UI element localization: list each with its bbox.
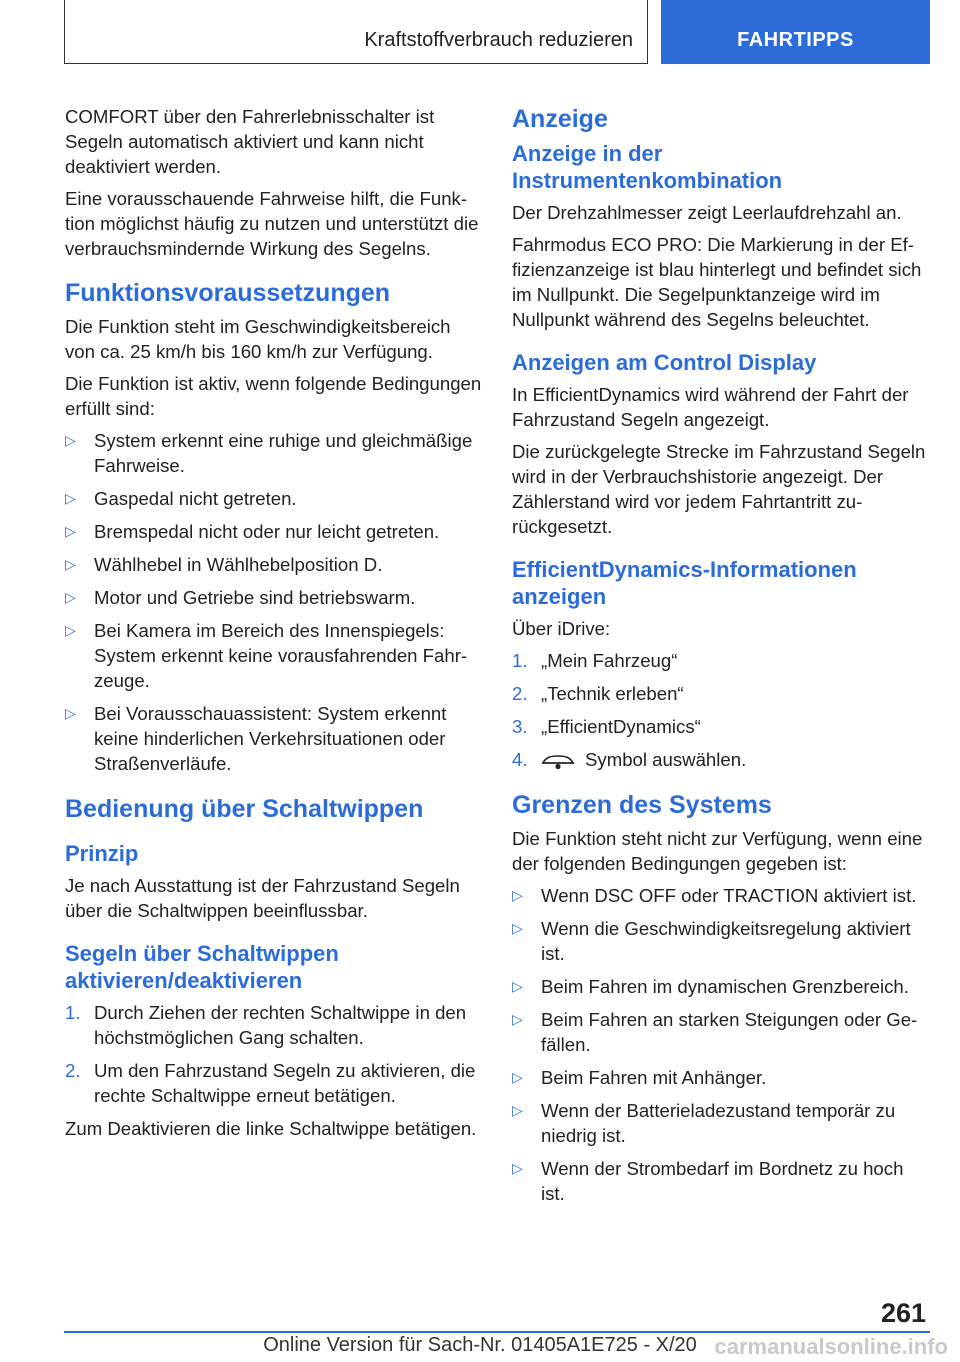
bullet-triangle-icon: ▷ (65, 432, 76, 448)
list-item: ▷ Bremspedal nicht oder nur leicht getreten. (65, 521, 440, 542)
bullet-triangle-icon: ▷ (512, 1069, 523, 1085)
bullet-triangle-icon: ▷ (512, 1102, 523, 1118)
list-item: 1. Durch Ziehen der rechten Schaltwippe in den höchstmöglichen Gang schalten. (65, 1002, 467, 1048)
chapter-title: FAHRTIPPS (737, 29, 854, 51)
heading-segeln-schaltwippen: Segeln über Schaltwippen aktivieren/deaktivieren (65, 941, 339, 993)
grenzen-paragraph: Die Funktion steht nicht zur Verfügung, wenn eine der folgenden Bedingungen gegeben ist: (512, 828, 923, 874)
list-item: 1. „Mein Fahrzeug“ (512, 650, 678, 671)
heading-instrumentenkombination: Anzeige in der Instrumentenkombination (512, 141, 783, 193)
heading-control-display: Anzeigen am Control Display (512, 350, 817, 375)
heading-anzeige: Anzeige (512, 105, 608, 133)
list-item: ▷ Wenn DSC OFF oder TRACTION aktiviert ist. (512, 885, 917, 906)
watermark: carmanualsonline.info (714, 1334, 948, 1359)
list-item: 4. Symbol auswählen. (512, 749, 747, 770)
bullet-triangle-icon: ▷ (512, 920, 523, 936)
cd-paragraph-1: In EfficientDynamics wird während der Fahrt der Fahrzustand Segeln angezeigt. (512, 384, 909, 430)
ed-steps (512, 648, 930, 772)
heading-grenzen: Grenzen des Systems (512, 791, 772, 819)
bullet-triangle-icon: ▷ (512, 978, 523, 994)
conditions-list (65, 428, 483, 776)
heading-prinzip: Prinzip (65, 841, 139, 866)
heading-efficientdynamics: EfficientDynamics-Informationen anzeigen (512, 557, 857, 609)
page-number: 261 (880, 1298, 926, 1328)
footer-version: Online Version für Sach-Nr. 01405A1E725 - X/20 (263, 1334, 697, 1356)
intro-paragraph-2: Eine vorausschauende Fahrweise hilft, die Funktion möglichst häufig zu nutzen und unterstützt die verbrauchsmindernde Wirkung des Segelns. (65, 188, 479, 259)
section-tab (64, 0, 648, 64)
list-item: 3. „EfficientDynamics“ (512, 716, 701, 737)
list-item: 2. „Technik erleben“ (512, 683, 684, 704)
footer-divider (64, 1331, 930, 1333)
prinzip-paragraph: Je nach Ausstattung ist der Fahrzustand Segeln über die Schaltwippen beeinflussbar. (65, 875, 460, 921)
func-paragraph-2: Die Funktion ist aktiv, wenn folgende Bedingungen erfüllt sind: (65, 373, 482, 419)
bullet-triangle-icon: ▷ (65, 622, 76, 638)
list-item: 2. Um den Fahrzustand Segeln zu aktivieren, die rechte Schaltwippe erneut betätigen. (65, 1060, 476, 1106)
list-item: ▷ Wenn der Strombedarf im Bordnetz zu hoch ist. (512, 1158, 904, 1204)
func-paragraph-1: Die Funktion steht im Geschwindigkeitsbereich von ca. 25 km/h bis 160 km/h zur Verfügung. (65, 316, 451, 362)
bullet-triangle-icon: ▷ (65, 490, 76, 506)
list-item: ▷ Wenn die Geschwindigkeitsregelung aktiviert ist. (512, 918, 911, 964)
right-column (512, 104, 930, 1214)
section-title: Kraftstoffverbrauch reduzieren (364, 29, 633, 51)
heading-funktionsvoraussetzungen: Funktionsvoraussetzungen (65, 279, 391, 307)
list-item: ▷ Bei Vorausschauassistent: System erkennt keine hinderlichen Verkehrsituationen oder Straßenverläufe. (65, 703, 447, 774)
list-item: ▷ Beim Fahren an starken Steigungen oder Gefällen. (512, 1009, 918, 1055)
ed-paragraph: Über iDrive: (512, 618, 611, 639)
chapter-tab (661, 0, 930, 64)
heading-bedienung: Bedienung über Schaltwippen (65, 795, 424, 823)
list-item: ▷ Beim Fahren mit Anhänger. (512, 1067, 767, 1088)
page-header (64, 0, 930, 66)
bullet-triangle-icon: ▷ (512, 1011, 523, 1027)
instr-paragraph-2: Fahrmodus ECO PRO: Die Markierung in der Effizienzanzeige ist blau hinterlegt und befindet sich im Nullpunkt. Die Segelpunktanzeige wird im Nullpunkt während des Segelns beleuchtet. (512, 234, 922, 330)
bullet-triangle-icon: ▷ (65, 705, 76, 721)
segeln-steps (65, 1000, 483, 1108)
bullet-triangle-icon: ▷ (512, 1160, 523, 1176)
list-item: ▷ Wählhebel in Wählhebelposition D. (65, 554, 383, 575)
intro-paragraph-1: COMFORT über den Fahrerlebnisschalter ist Segeln automatisch aktiviert und kann nicht deaktiviert werden. (65, 106, 435, 177)
list-item: ▷ Wenn der Batterieladezustand temporär zu niedrig ist. (512, 1100, 896, 1146)
deactivate-paragraph: Zum Deaktivieren die linke Schaltwippe betätigen. (65, 1118, 477, 1139)
bullet-triangle-icon: ▷ (65, 589, 76, 605)
list-item: ▷ System erkennt eine ruhige und gleichmäßige Fahrweise. (65, 430, 473, 476)
instr-paragraph-1: Der Drehzahlmesser zeigt Leerlaufdrehzahl an. (512, 202, 902, 223)
list-item: ▷ Beim Fahren im dynamischen Grenzbereich. (512, 976, 909, 997)
bullet-triangle-icon: ▷ (65, 556, 76, 572)
list-item: ▷ Motor und Getriebe sind betriebswarm. (65, 587, 416, 608)
bullet-triangle-icon: ▷ (512, 887, 523, 903)
list-item: ▷ Bei Kamera im Bereich des Innenspiegels: System erkennt keine vorausfahrenden Fahrzeuge. (65, 620, 468, 691)
list-item: ▷ Gaspedal nicht getreten. (65, 488, 297, 509)
bullet-triangle-icon: ▷ (65, 523, 76, 539)
car-coasting-icon (541, 752, 575, 770)
cd-paragraph-2: Die zurückgelegte Strecke im Fahrzustand Segeln wird in der Verbrauchshistorie angezeigt. Der Zählerstand wird vor jedem Fahrtantritt zurückgesetzt. (512, 441, 926, 537)
limits-list (512, 883, 930, 1206)
left-column (65, 104, 483, 1148)
